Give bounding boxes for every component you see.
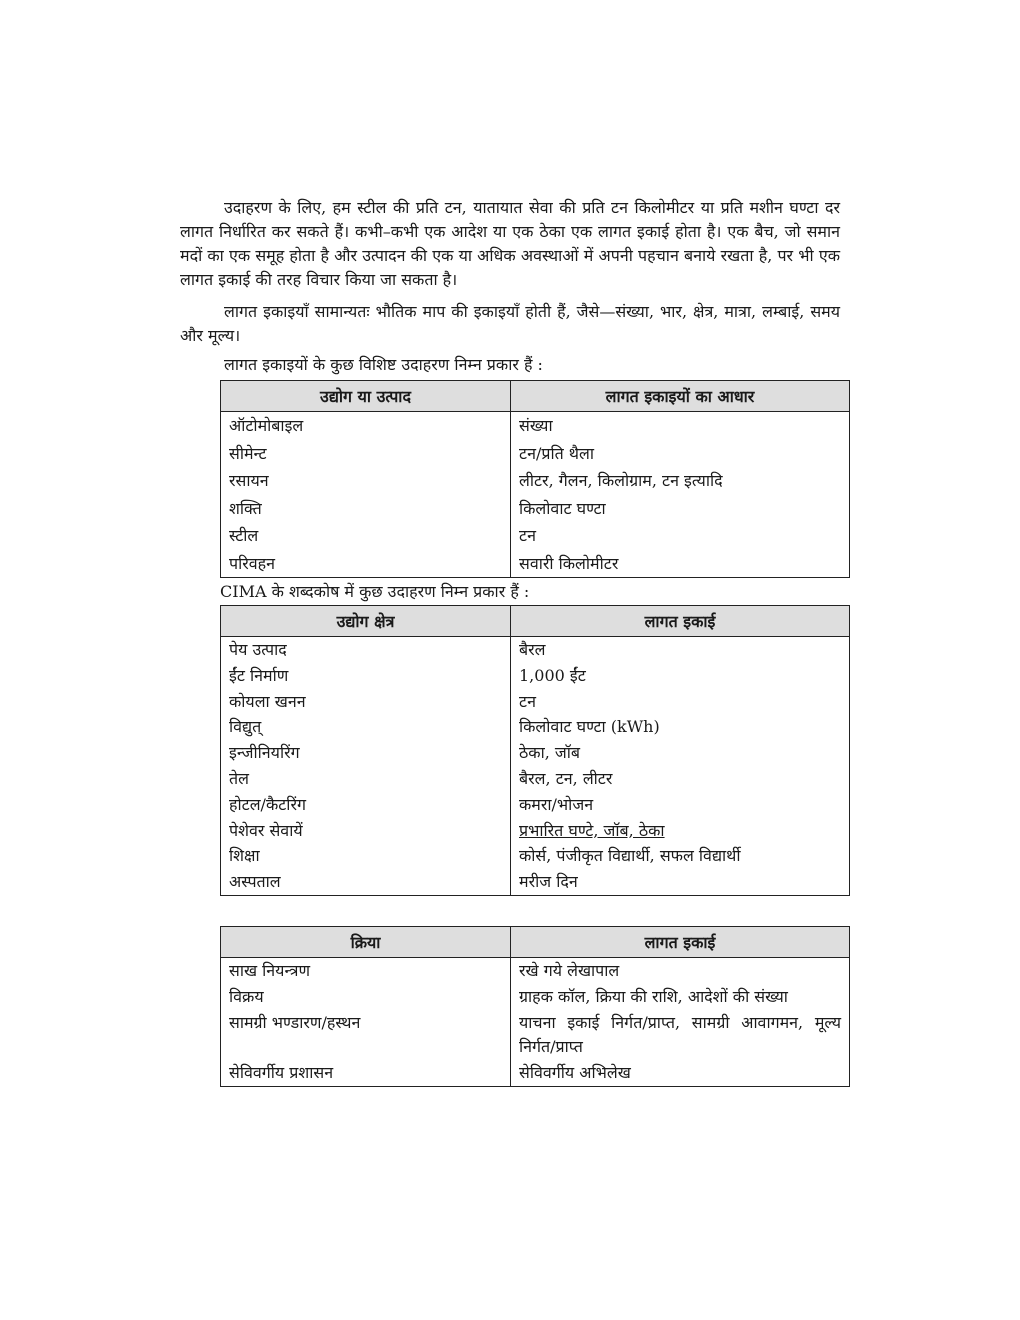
column-header: लागत इकाई — [511, 926, 850, 957]
column-header: लागत इकाई — [511, 606, 850, 637]
table-cell: रखे गये लेखापाल — [511, 957, 850, 984]
table-cell: रसायन — [221, 467, 511, 495]
underlined-text: प्रभारित घण्टे, जॉब, ठेका — [519, 820, 665, 840]
table-cell: मरीज दिन — [511, 869, 850, 895]
table-row — [221, 1060, 850, 1087]
table-cell — [511, 818, 850, 844]
table-row — [221, 843, 850, 869]
activity-cost-units-table — [220, 926, 850, 1087]
table-row — [221, 984, 850, 1010]
table-row — [221, 792, 850, 818]
column-header: लागत इकाइयों का आधार — [511, 381, 850, 412]
table-row — [221, 663, 850, 689]
table-row — [221, 869, 850, 895]
table-cell: सेविवर्गीय प्रशासन — [221, 1060, 511, 1087]
table-cell: परिवहन — [221, 550, 511, 578]
table-cell: पेय उत्पाद — [221, 637, 511, 663]
table-cell: किलोवाट घण्टा (kWh) — [511, 714, 850, 740]
table-row — [221, 766, 850, 792]
table-cell: सवारी किलोमीटर — [511, 550, 850, 578]
table-cell: ठेका, जॉब — [511, 740, 850, 766]
table-cell: संख्या — [511, 412, 850, 440]
table-cell: ईंट निर्माण — [221, 663, 511, 689]
table-cell: इन्जीनियरिंग — [221, 740, 511, 766]
column-header: उद्योग क्षेत्र — [221, 606, 511, 637]
table-row — [221, 818, 850, 844]
table-cell: ऑटोमोबाइल — [221, 412, 511, 440]
table-row — [221, 714, 850, 740]
paragraph-cost-unit-examples: उदाहरण के लिए, हम स्टील की प्रति टन, यातायात सेवा की प्रति टन किलोमीटर या प्रति मशीन घण्टा दर लागत निर्धारित कर सकते हैं। कभी–कभी एक आदेश या एक ठेका एक लागत इकाई होता है। एक बैच, जो समान मदों का एक समूह होता है और उत्पादन की एक या अधिक अवस्थाओं में अपनी पहचान बनाये रखता है, पर भी एक लागत इकाई की तरह विचार किया जा सकता है। — [180, 198, 840, 289]
table-cell: विक्रय — [221, 984, 511, 1010]
table-row — [221, 467, 850, 495]
table-row — [221, 1010, 850, 1060]
cima-examples-table — [220, 605, 850, 896]
table-cell: स्टील — [221, 522, 511, 550]
table-cell: होटल/कैटरिंग — [221, 792, 511, 818]
table-cell: लीटर, गैलन, किलोग्राम, टन इत्यादि — [511, 467, 850, 495]
table-cell: बैरल — [511, 637, 850, 663]
paragraph-physical-units: लागत इकाइयाँ सामान्यतः भौतिक माप की इकाइयाँ होती हैं, जैसे—संख्या, भार, क्षेत्र, मात्रा, लम्बाई, समय और मूल्य। — [180, 302, 840, 345]
table-cell: अस्पताल — [221, 869, 511, 895]
cost-units-basis-table — [220, 380, 850, 578]
document-page — [180, 196, 840, 1087]
table-row — [221, 495, 850, 523]
table-cell: ग्राहक कॉल, क्रिया की राशि, आदेशों की संख्या — [511, 984, 850, 1010]
table-cell: पेशेवर सेवायें — [221, 818, 511, 844]
table-row — [221, 689, 850, 715]
table-row — [221, 957, 850, 984]
table-cell: याचना इकाई निर्गत/प्राप्त, सामग्री आवागमन, मूल्य निर्गत/प्राप्त — [511, 1010, 850, 1060]
table-cell: विद्युत् — [221, 714, 511, 740]
table-cell: किलोवाट घण्टा — [511, 495, 850, 523]
table-cell: सीमेन्ट — [221, 440, 511, 468]
table-cell: टन — [511, 689, 850, 715]
table2-intro: CIMA के शब्दकोष में कुछ उदाहरण निम्न प्रकार हैं : — [220, 582, 530, 601]
column-header: उद्योग या उत्पाद — [221, 381, 511, 412]
table-cell: टन/प्रति थैला — [511, 440, 850, 468]
table1-intro: लागत इकाइयों के कुछ विशिष्ट उदाहरण निम्न प्रकार हैं : — [224, 355, 543, 374]
column-header: क्रिया — [221, 926, 511, 957]
table-row — [221, 440, 850, 468]
table-cell: 1,000 ईंट — [511, 663, 850, 689]
table-cell: सेविवर्गीय अभिलेख — [511, 1060, 850, 1087]
table-cell: टन — [511, 522, 850, 550]
table-cell: साख नियन्त्रण — [221, 957, 511, 984]
table-row — [221, 412, 850, 440]
table-cell: शिक्षा — [221, 843, 511, 869]
table-cell: बैरल, टन, लीटर — [511, 766, 850, 792]
table-cell: शक्ति — [221, 495, 511, 523]
table-cell: कमरा/भोजन — [511, 792, 850, 818]
table-row — [221, 522, 850, 550]
table-header-row — [221, 606, 850, 637]
table-header-row — [221, 926, 850, 957]
table-header-row — [221, 381, 850, 412]
table-cell: सामग्री भण्डारण/हस्थन — [221, 1010, 511, 1060]
table-cell: तेल — [221, 766, 511, 792]
table-cell: कोर्स, पंजीकृत विद्यार्थी, सफल विद्यार्थी — [511, 843, 850, 869]
table-row — [221, 740, 850, 766]
table-cell: कोयला खनन — [221, 689, 511, 715]
table-row — [221, 637, 850, 663]
table-row — [221, 550, 850, 578]
